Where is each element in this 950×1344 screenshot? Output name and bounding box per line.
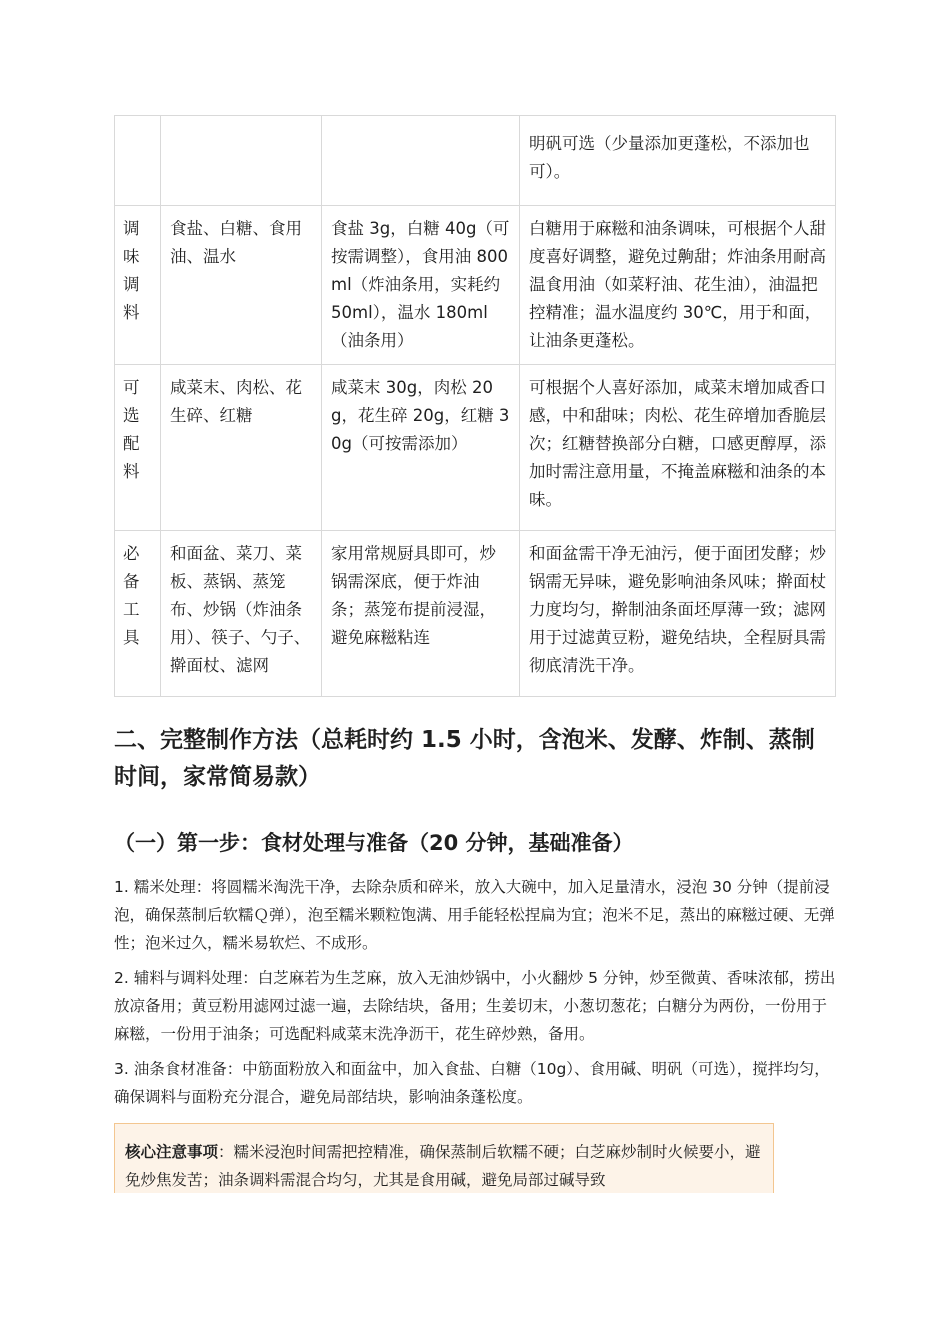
amount-cell: 食盐 3g，白糖 40g（可按需调整），食用油 800ml（炸油条用，实耗约 50ml），温水 180ml（油条用） bbox=[322, 206, 520, 365]
table-row bbox=[115, 365, 836, 531]
items-cell: 和面盆、菜刀、菜板、蒸锅、蒸笼布、炒锅（炸油条用）、筷子、勺子、擀面杖、滤网 bbox=[161, 531, 322, 697]
amount-cell: 咸菜末 30g，肉松 20g，花生碎 20g，红糖 30g（可按需添加） bbox=[322, 365, 520, 531]
ingredients-table bbox=[114, 115, 836, 697]
notes-cell: 和面盆需干净无油污，便于面团发酵；炒锅需无异味，避免影响油条风味；擀面杖力度均匀，擀制油条面坯厚薄一致；滤网用于过滤黄豆粉，避免结块，全程厨具需彻底清洗干净。 bbox=[520, 531, 836, 697]
category-cell: 可选配料 bbox=[115, 365, 161, 531]
list-item: 3. 油条食材准备：中筋面粉放入和面盆中，加入食盐、白糖（10g）、食用碱、明矾（可选），搅拌均匀，确保调料与面粉充分混合，避免局部结块，影响油条蓬松度。 bbox=[114, 1060, 830, 1106]
notes-cell: 白糖用于麻糍和油条调味，可根据个人甜度喜好调整，避免过齁甜；炸油条用耐高温食用油（如菜籽油、花生油），油温把控精准；温水温度约 30℃，用于和面，让油条更蓬松。 bbox=[520, 206, 836, 365]
note-text: ：糯米浸泡时间需把控精准，确保蒸制后软糯不硬；白芝麻炒制时火候要小，避免炒焦发苦；油条调料需混合均匀，尤其是食用碱，避免局部过碱导致 bbox=[125, 1143, 761, 1189]
category-cell: 调味调料 bbox=[115, 206, 161, 365]
note-label: 核心注意事项 bbox=[125, 1143, 219, 1161]
table-row bbox=[115, 531, 836, 697]
amount-cell: 家用常规厨具即可，炒锅需深底，便于炸油条；蒸笼布提前浸湿，避免麻糍粘连 bbox=[322, 531, 520, 697]
subsection-title: （一）第一步：食材处理与准备（20 分钟，基础准备） bbox=[114, 831, 634, 855]
list-item: 2. 辅料与调料处理：白芝麻若为生芝麻，放入无油炒锅中，小火翻炒 5 分钟，炒至微黄、香味浓郁，捞出放凉备用；黄豆粉用滤网过滤一遍，去除结块，备用；生姜切末，小葱切葱花；白糖分为两份，一份用于麻糍，一份用于油条；可选配料咸菜末洗净沥干，花生碎炒熟，备用。 bbox=[114, 969, 836, 1043]
section-title: 二、完整制作方法（总耗时约 1.5 小时，含泡米、发酵、炸制、蒸制时间，家常简易款） bbox=[114, 727, 815, 790]
list-item: 1. 糯米处理：将圆糯米淘洗干净，去除杂质和碎米，放入大碗中，加入足量清水，浸泡 30 分钟（提前浸泡，确保蒸制后软糯Ｑ弹），泡至糯米颗粒饱满、用手能轻松捏扁为宜；泡米不足，蒸出的麻糍过硬、无弹性；泡米过久，糯米易软烂、不成形。 bbox=[114, 878, 835, 952]
category-cell: 必备工具 bbox=[115, 531, 161, 697]
amount-cell bbox=[322, 116, 520, 206]
items-cell: 食盐、白糖、食用油、温水 bbox=[161, 206, 322, 365]
table-row bbox=[115, 206, 836, 365]
items-cell: 咸菜末、肉松、花生碎、红糖 bbox=[161, 365, 322, 531]
notes-cell: 可根据个人喜好添加，咸菜末增加咸香口感，中和甜味；肉松、花生碎增加香脆层次；红糖替换部分白糖，口感更醇厚，添加时需注意用量，不掩盖麻糍和油条的本味。 bbox=[520, 365, 836, 531]
category-cell bbox=[115, 116, 161, 206]
table-row bbox=[115, 116, 836, 206]
items-cell bbox=[161, 116, 322, 206]
notes-cell: 明矾可选（少量添加更蓬松，不添加也可）。 bbox=[520, 116, 836, 206]
steps-list bbox=[114, 873, 838, 1118]
note-box bbox=[114, 1123, 774, 1193]
